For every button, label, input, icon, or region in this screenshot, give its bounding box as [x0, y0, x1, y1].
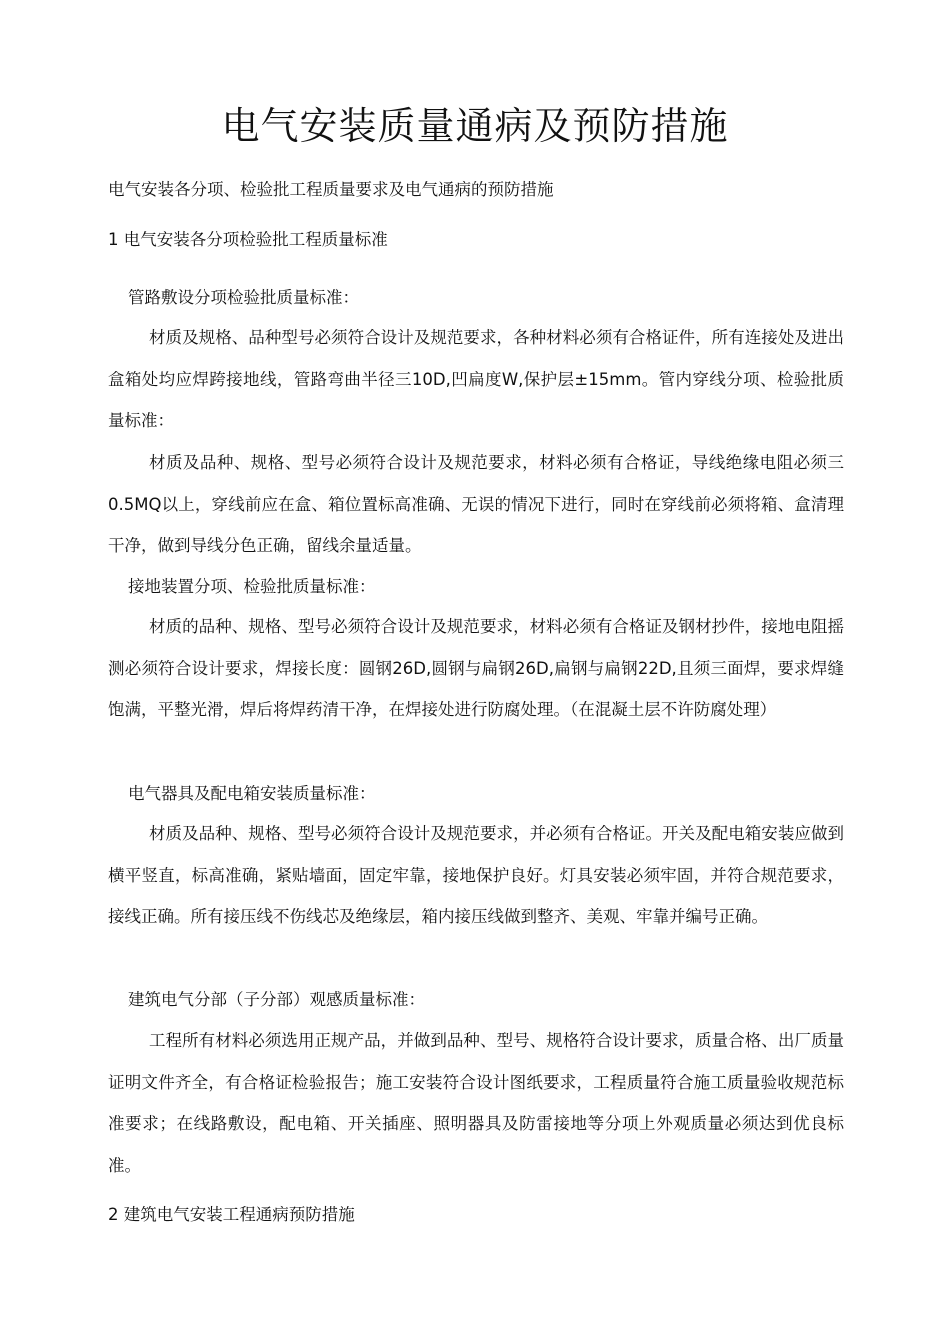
pipe-standard-heading: 管路敷设分项检验批质量标准：	[128, 288, 359, 307]
section-1-heading: 1 电气安装各分项检验批工程质量标准	[108, 230, 388, 249]
building-standard-paragraph: 工程所有材料必须选用正规产品，并做到品种、型号、规格符合设计要求，质量合格、出厂质量证明文件齐全，有合格证检验报告；施工安装符合设计图纸要求，工程质量符合施工质量验收规范标准要求；在线路敷设，配电箱、开关插座、照明器具及防雷接地等分项上外观质量必须达到优良标准。	[108, 1031, 844, 1175]
section-2-heading: 2 建筑电气安装工程通病预防措施	[108, 1205, 355, 1224]
pipe-standard-paragraph: 材质及规格、品种型号必须符合设计及规范要求，各种材料必须有合格证件，所有连接处及进出盒箱处均应焊跨接地线，管路弯曲半径三10D,凹扁度W,保护层±15mm。管内穿线分项、检验批质量标准：	[108, 328, 844, 430]
device-standard-paragraph: 材质及品种、规格、型号必须符合设计及规范要求，并必须有合格证。开关及配电箱安装应做到横平竖直，标高准确，紧贴墙面，固定牢靠，接地保护良好。灯具安装必须牢固，并符合规范要求，接线正确。所有接压线不伤线芯及绝缘层，箱内接压线做到整齐、美观、牢靠并编号正确。	[108, 824, 844, 926]
grounding-standard-paragraph: 材质的品种、规格、型号必须符合设计及规范要求，材料必须有合格证及钢材抄件，接地电阻摇测必须符合设计要求，焊接长度：圆钢26D,圆钢与扁钢26D,扁钢与扁钢22D,且须三面焊，要求焊缝饱满，平整光滑，焊后将焊药清干净，在焊接处进行防腐处理。（在混凝土层不许防腐处理）	[108, 617, 844, 719]
wire-standard-paragraph: 材质及品种、规格、型号必须符合设计及规范要求，材料必须有合格证，导线绝缘电阻必须三0.5MQ以上，穿线前应在盒、箱位置标高准确、无误的情况下进行，同时在穿线前必须将箱、盒清理干净，做到导线分色正确，留线余量适量。	[108, 453, 844, 555]
grounding-standard-heading: 接地装置分项、检验批质量标准：	[128, 577, 376, 596]
building-standard-heading: 建筑电气分部（子分部）观感质量标准：	[128, 990, 425, 1009]
device-standard-heading: 电气器具及配电箱安装质量标准：	[128, 784, 376, 803]
document-subtitle: 电气安装各分项、检验批工程质量要求及电气通病的预防措施	[108, 180, 554, 199]
document-title: 电气安装质量通病及预防措施	[221, 104, 729, 148]
